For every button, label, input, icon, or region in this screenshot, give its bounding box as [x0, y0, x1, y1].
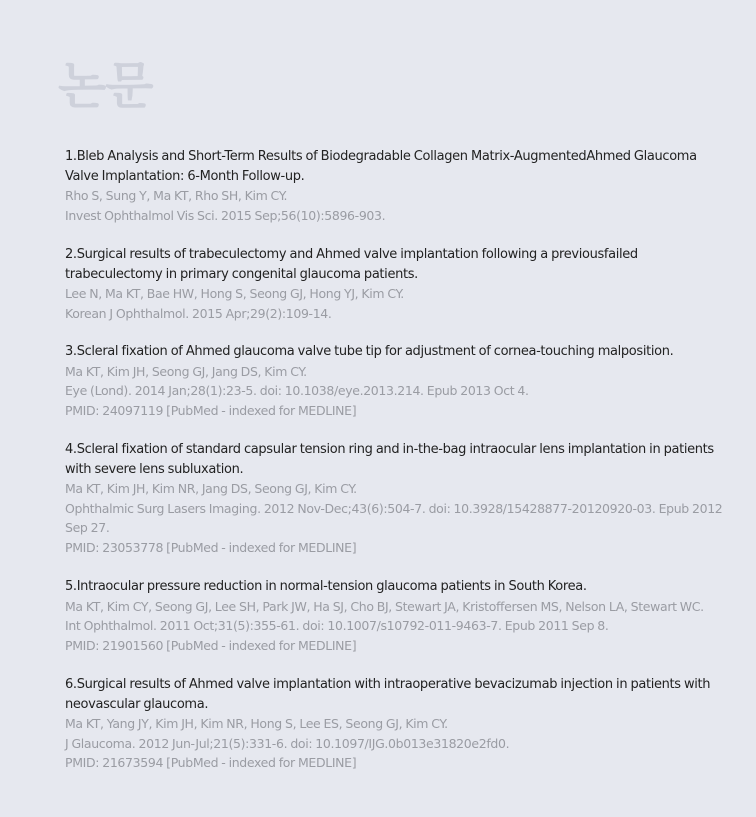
- publication-citation: Ophthalmic Surg Lasers Imaging. 2012 Nov-Dec;43(6):504-7. doi: 10.3928/15428877-20120920-03. Epub 2012 Sep 27.: [65, 500, 723, 535]
- publication-title: 1.Bleb Analysis and Short-Term Results of Biodegradable Collagen Matrix-AugmentedAhmed Glaucoma Valve Implantation: 6-Month Follow-up.: [65, 149, 697, 184]
- publication-item: [65, 147, 725, 225]
- publication-list: [65, 147, 725, 793]
- publication-authors: Lee N, Ma KT, Bae HW, Hong S, Seong GJ, Hong YJ, Kim CY.: [65, 286, 404, 301]
- publication-item: [65, 245, 725, 323]
- publication-title: 6.Surgical results of Ahmed valve implantation with intraoperative bevacizumab injection in patients with neovascular glaucoma.: [65, 677, 711, 712]
- publication-citation: J Glaucoma. 2012 Jun-Jul;21(5):331-6. doi: 10.1097/IJG.0b013e31820e2fd0.: [65, 735, 510, 751]
- publication-citation: Eye (Lond). 2014 Jan;28(1):23-5. doi: 10.1038/eye.2013.214. Epub 2013 Oct 4.: [65, 383, 529, 398]
- publication-title: 5.Intraocular pressure reduction in normal-tension glaucoma patients in South Korea.: [65, 579, 587, 594]
- publication-pmid: PMID: 21673594 [PubMed - indexed for MEDLINE]: [65, 755, 357, 770]
- publication-authors: Ma KT, Kim CY, Seong GJ, Lee SH, Park JW, Ha SJ, Cho BJ, Stewart JA, Kristoffersen MS, Nelson LA, Stewart WC.: [65, 598, 704, 614]
- publication-pmid: PMID: 23053778 [PubMed - indexed for MEDLINE]: [65, 539, 357, 555]
- publication-title: 4.Scleral fixation of standard capsular tension ring and in-the-bag intraocular lens implantation in patients with severe lens subluxation.: [65, 442, 714, 477]
- publication-item: [65, 675, 725, 773]
- publication-citation: Invest Ophthalmol Vis Sci. 2015 Sep;56(10):5896-903.: [65, 207, 386, 223]
- publication-authors: Ma KT, Kim JH, Kim NR, Jang DS, Seong GJ, Kim CY.: [65, 481, 357, 496]
- publication-pmid: PMID: 21901560 [PubMed - indexed for MEDLINE]: [65, 637, 357, 653]
- page-title: 논문: [58, 57, 153, 115]
- publication-authors: Ma KT, Kim JH, Seong GJ, Jang DS, Kim CY.: [65, 363, 307, 379]
- publication-item: [65, 440, 725, 557]
- publication-pmid: PMID: 24097119 [PubMed - indexed for MEDLINE]: [65, 402, 357, 418]
- publication-item: [65, 577, 725, 655]
- publication-citation: Korean J Ophthalmol. 2015 Apr;29(2):109-14.: [65, 305, 332, 321]
- publication-authors: Ma KT, Yang JY, Kim JH, Kim NR, Hong S, Lee ES, Seong GJ, Kim CY.: [65, 716, 448, 731]
- publication-authors: Rho S, Sung Y, Ma KT, Rho SH, Kim CY.: [65, 188, 288, 203]
- publication-title: 3.Scleral fixation of Ahmed glaucoma valve tube tip for adjustment of cornea-touching malposition.: [65, 344, 674, 359]
- publication-item: [65, 342, 725, 420]
- publication-title: 2.Surgical results of trabeculectomy and Ahmed valve implantation following a previousfailed trabeculectomy in primary congenital glaucoma patients.: [65, 247, 638, 282]
- publication-citation: Int Ophthalmol. 2011 Oct;31(5):355-61. doi: 10.1007/s10792-011-9463-7. Epub 2011 Sep 8.: [65, 618, 609, 633]
